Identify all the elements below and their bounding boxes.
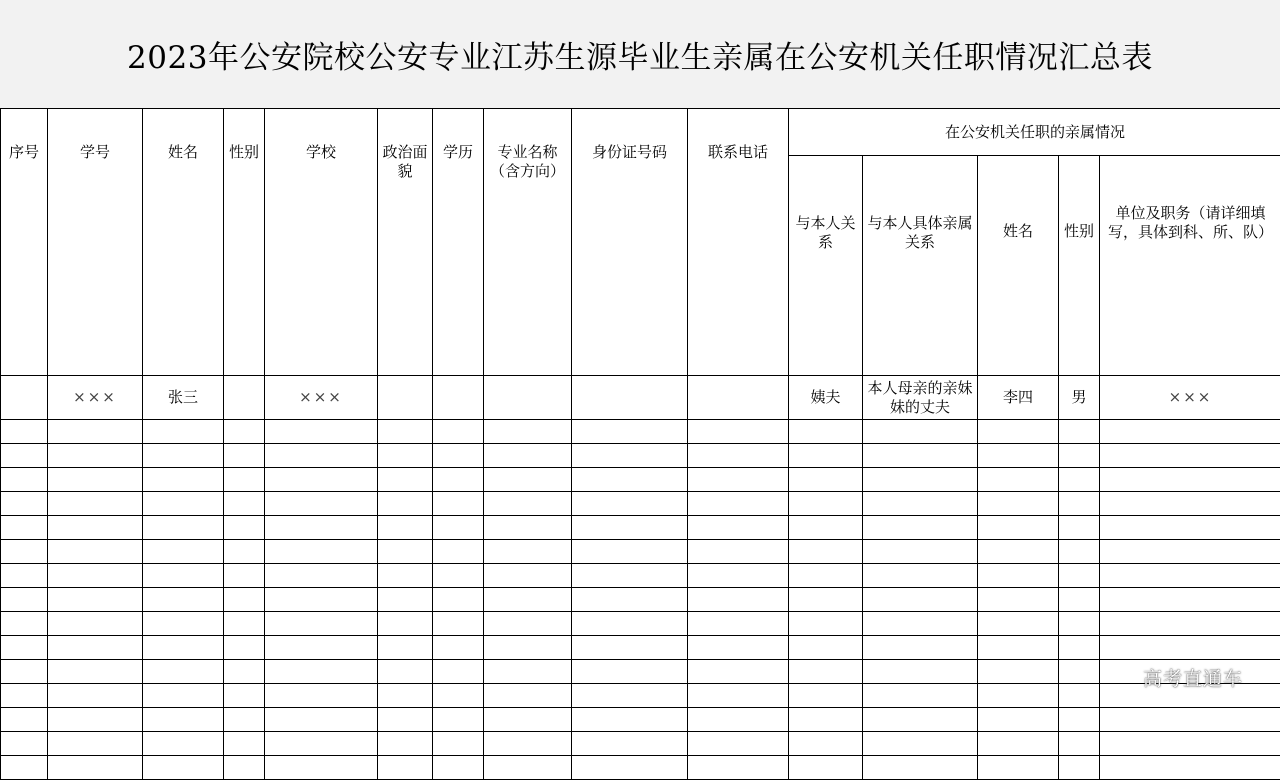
- table-row: [1, 468, 1280, 492]
- empty-cell: [224, 444, 265, 468]
- empty-cell: [48, 660, 143, 684]
- empty-cell: [789, 756, 863, 780]
- header-row-top: [1, 109, 1280, 156]
- empty-cell: [48, 420, 143, 444]
- cell-student-id: ×××: [48, 376, 143, 420]
- empty-cell: [1100, 468, 1280, 492]
- empty-cell: [1059, 660, 1100, 684]
- summary-table: [0, 108, 1280, 780]
- empty-cell: [1, 516, 48, 540]
- empty-cell: [224, 588, 265, 612]
- table-row: [1, 444, 1280, 468]
- empty-cell: [1, 540, 48, 564]
- empty-cell: [688, 564, 789, 588]
- empty-cell: [1, 708, 48, 732]
- table-row: [1, 708, 1280, 732]
- table-row: [1, 660, 1280, 684]
- empty-cell: [143, 636, 224, 660]
- empty-cell: [224, 468, 265, 492]
- empty-cell: [688, 660, 789, 684]
- header-relation-detail: 与本人具体亲属关系: [863, 156, 978, 376]
- cell-relation: 姨夫: [789, 376, 863, 420]
- empty-cell: [1, 636, 48, 660]
- empty-cell: [572, 516, 688, 540]
- empty-cell: [265, 756, 378, 780]
- empty-cell: [863, 540, 978, 564]
- empty-cell: [48, 636, 143, 660]
- empty-cell: [484, 444, 572, 468]
- empty-cell: [1, 660, 48, 684]
- empty-cell: [863, 516, 978, 540]
- table-row: [1, 564, 1280, 588]
- empty-cell: [265, 612, 378, 636]
- empty-cell: [789, 708, 863, 732]
- empty-cell: [789, 732, 863, 756]
- empty-cell: [224, 516, 265, 540]
- empty-cell: [688, 444, 789, 468]
- empty-cell: [688, 492, 789, 516]
- header-relative-name: 姓名: [978, 156, 1059, 376]
- empty-cell: [484, 588, 572, 612]
- header-name: 姓名: [143, 109, 224, 376]
- empty-cell: [484, 732, 572, 756]
- header-phone: 联系电话: [688, 109, 789, 376]
- empty-cell: [484, 756, 572, 780]
- empty-cell: [572, 684, 688, 708]
- empty-cell: [1, 492, 48, 516]
- empty-cell: [863, 420, 978, 444]
- empty-cell: [688, 468, 789, 492]
- empty-cell: [863, 444, 978, 468]
- empty-cell: [789, 636, 863, 660]
- empty-cell: [863, 708, 978, 732]
- empty-cell: [224, 660, 265, 684]
- empty-cell: [978, 540, 1059, 564]
- cell-school: ×××: [265, 376, 378, 420]
- cell-gender: [224, 376, 265, 420]
- header-id-number: 身份证号码: [572, 109, 688, 376]
- empty-cell: [1100, 708, 1280, 732]
- empty-cell: [433, 684, 484, 708]
- empty-cell: [143, 684, 224, 708]
- empty-cell: [48, 684, 143, 708]
- empty-cell: [688, 540, 789, 564]
- empty-cell: [378, 684, 433, 708]
- empty-cell: [789, 444, 863, 468]
- table-row: [1, 540, 1280, 564]
- empty-cell: [1, 420, 48, 444]
- empty-cell: [1100, 636, 1280, 660]
- empty-cell: [863, 756, 978, 780]
- empty-cell: [572, 636, 688, 660]
- table-row: [1, 516, 1280, 540]
- empty-cell: [224, 756, 265, 780]
- empty-cell: [378, 420, 433, 444]
- empty-cell: [265, 732, 378, 756]
- cell-id-number: [572, 376, 688, 420]
- empty-cell: [265, 492, 378, 516]
- table-row: [1, 684, 1280, 708]
- empty-cell: [789, 420, 863, 444]
- empty-cell: [863, 732, 978, 756]
- empty-cell: [863, 660, 978, 684]
- empty-cell: [1100, 492, 1280, 516]
- empty-cell: [265, 420, 378, 444]
- empty-cell: [789, 516, 863, 540]
- table-row: [1, 588, 1280, 612]
- empty-cell: [224, 684, 265, 708]
- empty-cell: [1, 732, 48, 756]
- empty-cell: [48, 564, 143, 588]
- empty-cell: [978, 492, 1059, 516]
- empty-cell: [265, 660, 378, 684]
- empty-cell: [265, 708, 378, 732]
- empty-cell: [433, 612, 484, 636]
- empty-cell: [143, 732, 224, 756]
- empty-cell: [224, 540, 265, 564]
- empty-cell: [978, 684, 1059, 708]
- empty-cell: [978, 636, 1059, 660]
- empty-cell: [1100, 612, 1280, 636]
- empty-cell: [1100, 540, 1280, 564]
- empty-cell: [484, 492, 572, 516]
- empty-cell: [978, 468, 1059, 492]
- empty-cell: [789, 588, 863, 612]
- empty-cell: [48, 708, 143, 732]
- empty-cell: [978, 612, 1059, 636]
- empty-cell: [378, 708, 433, 732]
- empty-cell: [224, 420, 265, 444]
- empty-cell: [265, 444, 378, 468]
- empty-cell: [433, 420, 484, 444]
- empty-cell: [1100, 444, 1280, 468]
- empty-cell: [789, 684, 863, 708]
- cell-education: [433, 376, 484, 420]
- empty-cell: [688, 420, 789, 444]
- empty-cell: [484, 708, 572, 732]
- empty-cell: [1059, 420, 1100, 444]
- empty-cell: [789, 612, 863, 636]
- cell-unit-position: ×××: [1100, 376, 1280, 420]
- empty-cell: [863, 684, 978, 708]
- empty-cell: [1100, 732, 1280, 756]
- empty-cell: [378, 444, 433, 468]
- empty-cell: [978, 516, 1059, 540]
- empty-cell: [265, 564, 378, 588]
- empty-cell: [688, 612, 789, 636]
- empty-cell: [265, 540, 378, 564]
- empty-cell: [378, 516, 433, 540]
- empty-cell: [433, 492, 484, 516]
- empty-cell: [48, 516, 143, 540]
- empty-cell: [572, 420, 688, 444]
- empty-cell: [433, 444, 484, 468]
- empty-cell: [572, 612, 688, 636]
- empty-cell: [978, 732, 1059, 756]
- header-school: 学校: [265, 109, 378, 376]
- empty-cell: [1, 444, 48, 468]
- empty-cell: [143, 468, 224, 492]
- empty-cell: [1059, 756, 1100, 780]
- empty-cell: [572, 468, 688, 492]
- empty-cell: [265, 516, 378, 540]
- empty-cell: [1059, 588, 1100, 612]
- empty-cell: [1, 588, 48, 612]
- empty-cell: [572, 756, 688, 780]
- header-index: 序号: [1, 109, 48, 376]
- empty-cell: [143, 492, 224, 516]
- table-row: [1, 756, 1280, 780]
- page-title: 2023年公安院校公安专业江苏生源毕业生亲属在公安机关任职情况汇总表: [127, 32, 1153, 77]
- empty-cell: [433, 588, 484, 612]
- cell-phone: [688, 376, 789, 420]
- empty-cell: [1059, 540, 1100, 564]
- empty-cell: [863, 468, 978, 492]
- table-row: [1, 636, 1280, 660]
- empty-cell: [433, 540, 484, 564]
- empty-cell: [143, 564, 224, 588]
- empty-cell: [224, 708, 265, 732]
- empty-cell: [378, 636, 433, 660]
- empty-cell: [378, 468, 433, 492]
- empty-cell: [572, 444, 688, 468]
- empty-cell: [378, 564, 433, 588]
- empty-cell: [1059, 468, 1100, 492]
- cell-index: [1, 376, 48, 420]
- cell-relative-gender: 男: [1059, 376, 1100, 420]
- empty-cell: [1059, 492, 1100, 516]
- empty-cell: [978, 420, 1059, 444]
- empty-cell: [484, 516, 572, 540]
- empty-cell: [484, 612, 572, 636]
- empty-cell: [978, 588, 1059, 612]
- empty-cell: [265, 468, 378, 492]
- empty-cell: [433, 660, 484, 684]
- empty-cell: [484, 684, 572, 708]
- cell-relative-name: 李四: [978, 376, 1059, 420]
- header-political: 政治面貌: [378, 109, 433, 376]
- empty-cell: [378, 492, 433, 516]
- empty-cell: [378, 588, 433, 612]
- empty-cell: [688, 588, 789, 612]
- empty-cell: [433, 636, 484, 660]
- header-major: 专业名称（含方向）: [484, 109, 572, 376]
- empty-cell: [378, 660, 433, 684]
- empty-cell: [484, 420, 572, 444]
- header-relatives-group: 在公安机关任职的亲属情况: [789, 109, 1280, 156]
- empty-cell: [433, 564, 484, 588]
- empty-cell: [1, 564, 48, 588]
- empty-cell: [863, 564, 978, 588]
- empty-cell: [433, 468, 484, 492]
- header-relation: 与本人关系: [789, 156, 863, 376]
- empty-cell: [572, 492, 688, 516]
- empty-cell: [863, 492, 978, 516]
- empty-cell: [1, 756, 48, 780]
- empty-cell: [48, 444, 143, 468]
- empty-cell: [789, 564, 863, 588]
- empty-cell: [433, 732, 484, 756]
- empty-cell: [48, 588, 143, 612]
- empty-cell: [143, 516, 224, 540]
- header-unit-position: 单位及职务（请详细填写，具体到科、所、队）: [1100, 156, 1280, 376]
- empty-cell: [572, 588, 688, 612]
- empty-cell: [1100, 756, 1280, 780]
- table-row: [1, 732, 1280, 756]
- empty-cell: [688, 636, 789, 660]
- table-row: [1, 492, 1280, 516]
- empty-cell: [484, 660, 572, 684]
- empty-cell: [978, 660, 1059, 684]
- empty-cell: [1100, 564, 1280, 588]
- cell-major: [484, 376, 572, 420]
- empty-cell: [572, 660, 688, 684]
- empty-cell: [484, 540, 572, 564]
- cell-name: 张三: [143, 376, 224, 420]
- empty-cell: [688, 684, 789, 708]
- table-row: [1, 612, 1280, 636]
- empty-cell: [48, 492, 143, 516]
- empty-cell: [1100, 420, 1280, 444]
- empty-cell: [484, 564, 572, 588]
- title-bar: [0, 0, 1280, 109]
- empty-cell: [433, 516, 484, 540]
- empty-cell: [1059, 612, 1100, 636]
- empty-cell: [1059, 636, 1100, 660]
- empty-cell: [143, 660, 224, 684]
- empty-cell: [1059, 708, 1100, 732]
- empty-cell: [484, 468, 572, 492]
- empty-cell: [143, 612, 224, 636]
- empty-cell: [863, 588, 978, 612]
- cell-political: [378, 376, 433, 420]
- empty-cell: [1100, 588, 1280, 612]
- empty-cell: [265, 636, 378, 660]
- empty-cell: [572, 732, 688, 756]
- empty-cell: [224, 492, 265, 516]
- header-relative-gender: 性别: [1059, 156, 1100, 376]
- empty-cell: [143, 420, 224, 444]
- empty-cell: [789, 540, 863, 564]
- empty-cell: [48, 732, 143, 756]
- empty-cell: [143, 708, 224, 732]
- empty-cell: [978, 756, 1059, 780]
- empty-cell: [572, 564, 688, 588]
- empty-cell: [1059, 564, 1100, 588]
- sample-row: [1, 376, 1280, 420]
- empty-cell: [688, 732, 789, 756]
- empty-cell: [143, 588, 224, 612]
- empty-cell: [1, 684, 48, 708]
- empty-cell: [224, 564, 265, 588]
- empty-cell: [378, 612, 433, 636]
- empty-cell: [1, 468, 48, 492]
- empty-cell: [1059, 684, 1100, 708]
- empty-cell: [433, 756, 484, 780]
- empty-cell: [48, 756, 143, 780]
- header-education: 学历: [433, 109, 484, 376]
- empty-cell: [265, 684, 378, 708]
- empty-cell: [378, 732, 433, 756]
- empty-cell: [378, 540, 433, 564]
- empty-cell: [143, 444, 224, 468]
- table-row: [1, 420, 1280, 444]
- empty-cell: [1059, 732, 1100, 756]
- empty-cell: [789, 492, 863, 516]
- blank-rows: [1, 420, 1280, 780]
- empty-cell: [433, 708, 484, 732]
- empty-cell: [789, 660, 863, 684]
- watermark: 高考直通车: [1143, 664, 1243, 691]
- empty-cell: [1, 612, 48, 636]
- empty-cell: [143, 756, 224, 780]
- empty-cell: [48, 540, 143, 564]
- empty-cell: [224, 732, 265, 756]
- empty-cell: [143, 540, 224, 564]
- empty-cell: [48, 468, 143, 492]
- empty-cell: [1059, 516, 1100, 540]
- empty-cell: [224, 612, 265, 636]
- empty-cell: [1100, 516, 1280, 540]
- empty-cell: [863, 636, 978, 660]
- empty-cell: [572, 708, 688, 732]
- empty-cell: [688, 516, 789, 540]
- empty-cell: [789, 468, 863, 492]
- empty-cell: [978, 564, 1059, 588]
- empty-cell: [978, 708, 1059, 732]
- empty-cell: [378, 756, 433, 780]
- empty-cell: [978, 444, 1059, 468]
- empty-cell: [265, 588, 378, 612]
- empty-cell: [688, 708, 789, 732]
- header-student-id: 学号: [48, 109, 143, 376]
- empty-cell: [572, 540, 688, 564]
- empty-cell: [688, 756, 789, 780]
- empty-cell: [48, 612, 143, 636]
- empty-cell: [1059, 444, 1100, 468]
- empty-cell: [224, 636, 265, 660]
- header-gender: 性别: [224, 109, 265, 376]
- empty-cell: [484, 636, 572, 660]
- cell-relation-detail: 本人母亲的亲妹妹的丈夫: [863, 376, 978, 420]
- empty-cell: [863, 612, 978, 636]
